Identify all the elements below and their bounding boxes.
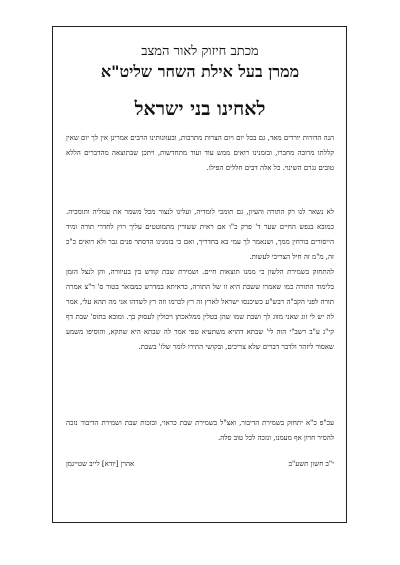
letter-salutation: לאחינו בני ישראל [134,98,266,120]
signature-line [66,460,334,468]
paragraph: לא נשאר לנו רק התורה והעיון, גם תומכי לומדיה, ועלינו לנצור מכל משמר את עמליה ותומכיה. כמובא בנפש החיים שער ד' פרק כ"ו אם ראית ששורין מתמוטטים עליך רוץ לחדרי תורה ומיד הייסורים בורחין ממך, ושנאמר לך עמי בא בחדריך, ואם כי בזמנינו הדסתר פנים גבר ולא רואים כ"כ זה, מ"מ זה חיל הצריכי לעשות. [66,208,334,261]
signature-date: י"ב חשון תשע"ב [288,460,334,468]
letter-heading: מכתב חיזוק לאור המצב [141,44,259,59]
paragraph: הנה הדורות יורדים מאד, גם בכל יום ויום הצרות מתרבות, ובעוונותינו הרבים אמרינן אין לך יום שאין קללתו מרובה מחברו, ובזמנינו רואים ממש עוד ועוד מתחדשות, ויתכן שבתוצאה מהדברים הללא טובים נגרם השינוי. כל אלה דבים חללים הפילו. [66,134,334,172]
letter-author: ממרן בעל אילת השחר שליט"א [100,62,300,81]
signature-name: אהרן [יודא] לייב שטיינמן [66,460,135,468]
paragraph: עכ"פ כ"א יתחזק בשמירת הדיבור, ואצ"ל בשמירת שבת כראוי, ובזכות שבת ושמירת הדיבור נזכה להסיר חרון אף מעמנו, ונזכה לכל טוב סלה. [66,419,334,442]
paragraph: להתחזק בשמירת הלשון כי ממנו תוצאות חיים. ושמירת שבת קודש בין בעיוורה, והן לנצל הזמן בלימוד התורה כמו שאמרו ששבת היא זו של התורה, כדאיתא במדרש כמבואר בטור ס' ר"צ אמרה תורה לפני הקב"ה רבש"ע כשיכנסו ישראל לארץ זה רץ לכרמו וזה רץ לשדהו אני מה תהא עלי, אמר לה יש לי זוג שאני מזוג לך ושבת שמו שהן בטלין ממלאכתן ויכולין לעסוק בך. ומובא בתוס' שבת דף קי"ג ע"ב רשב"י הוה לי' שבתא דהויא משתעיא טפי אמר לה שבתא היא שתקא, והוסיפו משמע שאסור ליזהר ולדבר דברים שלא צריכים, ובקושי התירו לומר שלו' בשבת. [66,268,334,351]
